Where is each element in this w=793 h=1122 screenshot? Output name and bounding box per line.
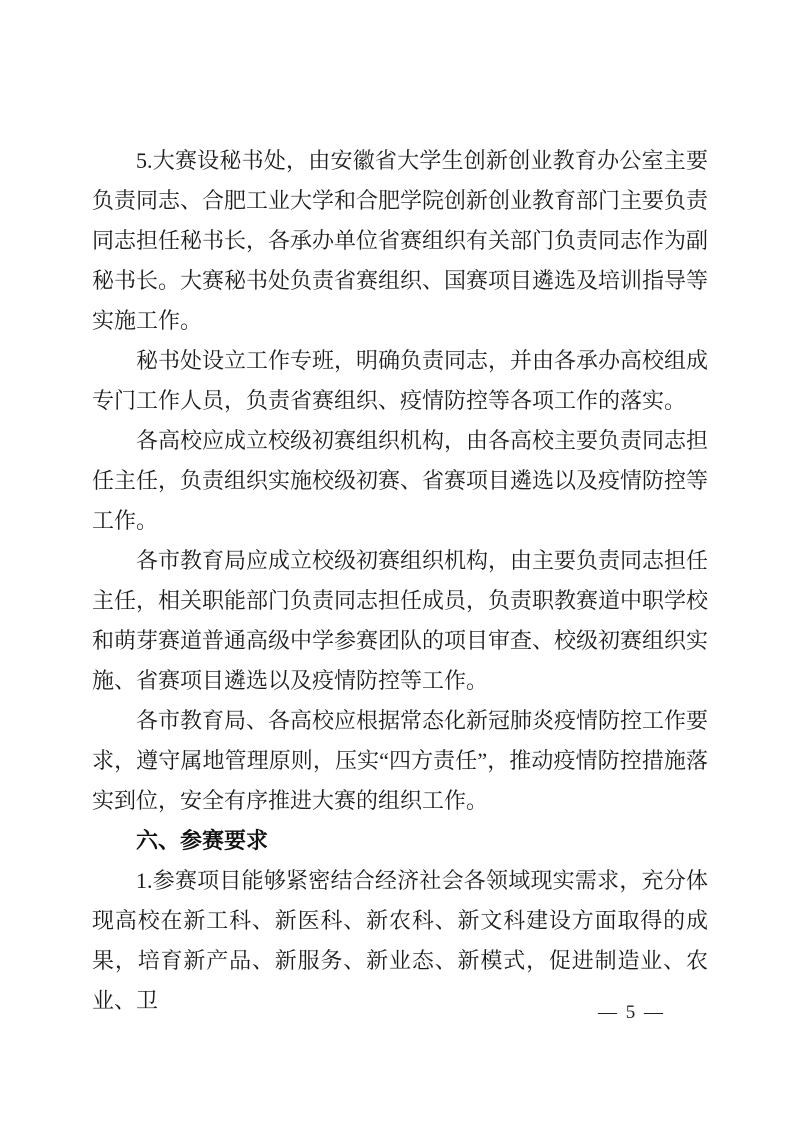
body-paragraph-university-committees: 各高校应成立校级初赛组织机构，由各高校主要负责同志担任主任，负责组织实施校级初赛、省赛项目遴选以及疫情防控等工作。 [92,428,709,533]
page-number: — 5 — [598,1002,665,1023]
body-paragraph-work-team: 秘书处设立工作专班，明确负责同志，并由各承办高校组成专门工作人员，负责省赛组织、疫情防控等各项工作的落实。 [92,348,709,413]
document-content [92,141,708,1021]
body-paragraph-entry-requirement-1: 1.参赛项目能够紧密结合经济社会各领域现实需求，充分体现高校在新工科、新医科、新农科、新文科建设方面取得的成果，培育新产品、新服务、新业态、新模式，促进制造业、农业、卫 [92,868,708,1013]
section-heading-entry-requirements: 六、参赛要求 [136,828,269,853]
body-paragraph-city-education-bureaus: 各市教育局应成立校级初赛组织机构，由主要负责同志担任主任，相关职能部门负责同志担任成员，负责职教赛道中职学校和萌芽赛道普通高级中学参赛团队的项目审查、校级初赛组织实施、省赛项目遴选以及疫情防控等工作。 [92,548,709,693]
body-paragraph-secretariat: 5.大赛设秘书处，由安徽省大学生创新创业教育办公室主要负责同志、合肥工业大学和合肥学院创新创业教育部门主要负责同志担任秘书长，各承办单位省赛组织有关部门负责同志作为副秘书长。大赛秘书处负责省赛组织、国赛项目遴选及培训指导等实施工作。 [92,148,709,333]
body-paragraph-epidemic-control: 各市教育局、各高校应根据常态化新冠肺炎疫情防控工作要求，遵守属地管理原则，压实“四方责任”，推动疫情防控措施落实到位，安全有序推进大赛的组织工作。 [92,708,709,813]
